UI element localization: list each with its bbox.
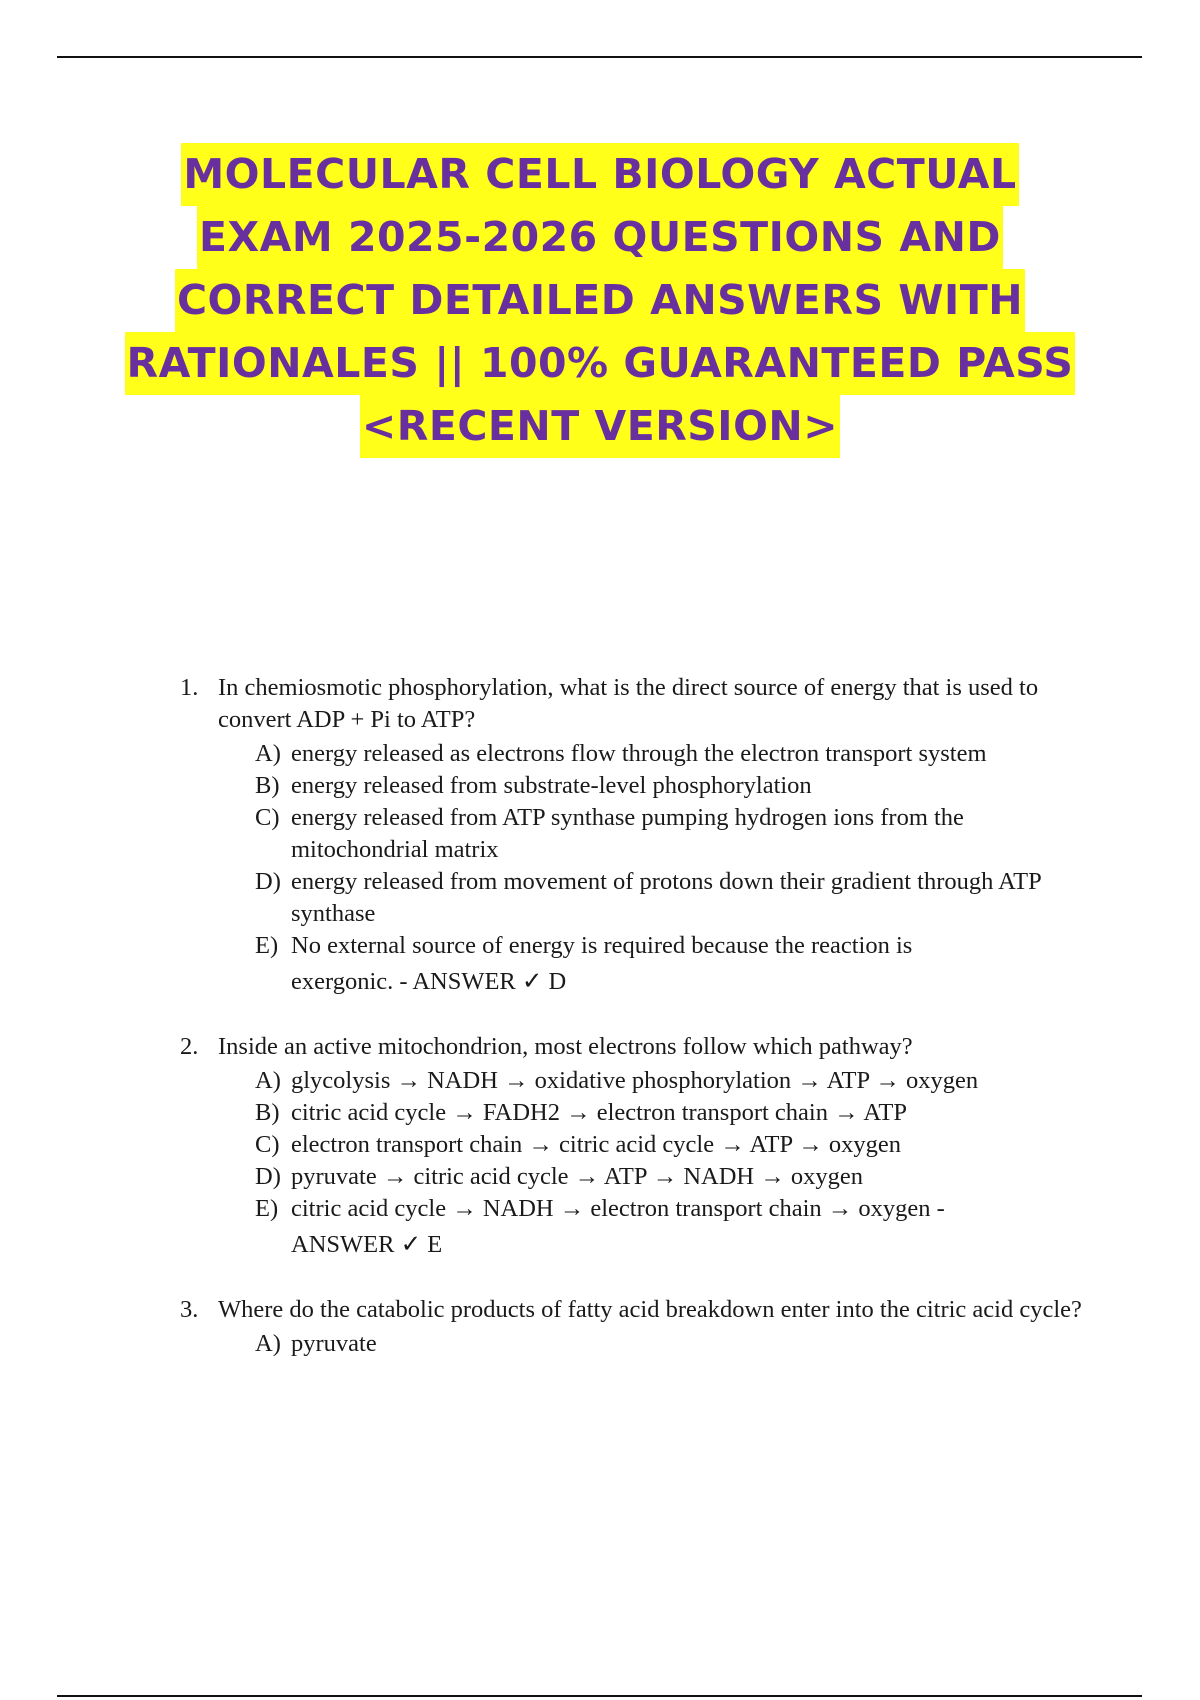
document-title (80, 143, 1120, 458)
option-text: pyruvate → citric acid cycle → ATP → NADH → oxygen (291, 1163, 863, 1190)
title-line: EXAM 2025-2026 QUESTIONS AND (197, 206, 1003, 269)
option-list (218, 1065, 1100, 1261)
option-text: energy released as electrons flow through the electron transport system (291, 740, 987, 767)
option-letter: E) (255, 1195, 279, 1222)
option-letter: D) (255, 1163, 281, 1190)
option-letter: B) (255, 772, 280, 799)
option-b (255, 770, 1100, 802)
option-text: citric acid cycle → FADH2 → electron transport chain → ATP (291, 1099, 907, 1126)
option-letter: B) (255, 1099, 280, 1126)
option-letter: E) (255, 932, 279, 959)
option-text: pyruvate (291, 1330, 377, 1357)
title-line: CORRECT DETAILED ANSWERS WITH (175, 269, 1025, 332)
option-text: energy released from ATP synthase pumping hydrogen ions from the mitochondrial matrix (291, 804, 964, 863)
question-stem: Inside an active mitochondrion, most electrons follow which pathway? (218, 1033, 913, 1060)
option-letter: C) (255, 1131, 280, 1158)
option-text: glycolysis → NADH → oxidative phosphorylation → ATP → oxygen (291, 1067, 979, 1094)
option-letter: C) (255, 804, 280, 831)
option-a (255, 738, 1100, 770)
option-text: energy released from substrate-level phosphorylation (291, 772, 812, 799)
option-text: No external source of energy is required because the reaction is (291, 932, 913, 959)
option-text: citric acid cycle → NADH → electron transport chain → oxygen - (291, 1195, 945, 1222)
question-stem: In chemiosmotic phosphorylation, what is the direct source of energy that is used to convert ADP + Pi to ATP? (218, 674, 1039, 733)
option-letter: A) (255, 1067, 281, 1094)
option-a (255, 1065, 1100, 1097)
option-list (218, 1328, 1100, 1360)
title-line: <RECENT VERSION> (360, 395, 840, 458)
question-3 (180, 1294, 1100, 1360)
option-letter: A) (255, 740, 281, 767)
option-d (255, 866, 1100, 930)
option-e (255, 1193, 1100, 1261)
title-line: MOLECULAR CELL BIOLOGY ACTUAL (181, 143, 1018, 206)
question-number: 1. (180, 674, 199, 701)
top-rule (57, 56, 1142, 58)
option-e (255, 930, 1100, 998)
question-number: 3. (180, 1296, 199, 1323)
option-letter: A) (255, 1330, 281, 1357)
question-number: 2. (180, 1033, 199, 1060)
option-text: electron transport chain → citric acid cycle → ATP → oxygen (291, 1131, 902, 1158)
bottom-rule (57, 1695, 1142, 1697)
option-text: energy released from movement of protons down their gradient through ATP synthase (291, 868, 1041, 927)
option-c (255, 1129, 1100, 1161)
question-2 (180, 1031, 1100, 1261)
question-1 (180, 672, 1100, 998)
option-a (255, 1328, 1100, 1360)
answer-key: exergonic. - ANSWER ✓ D (291, 968, 567, 995)
title-line: RATIONALES || 100% GUARANTEED PASS (125, 332, 1076, 395)
option-c (255, 802, 1100, 866)
option-b (255, 1097, 1100, 1129)
question-stem: Where do the catabolic products of fatty acid breakdown enter into the citric acid cycle? (218, 1296, 1082, 1323)
option-list (218, 738, 1100, 998)
option-d (255, 1161, 1100, 1193)
option-letter: D) (255, 868, 281, 895)
answer-key: ANSWER ✓ E (291, 1231, 443, 1258)
question-list (180, 672, 1100, 1393)
